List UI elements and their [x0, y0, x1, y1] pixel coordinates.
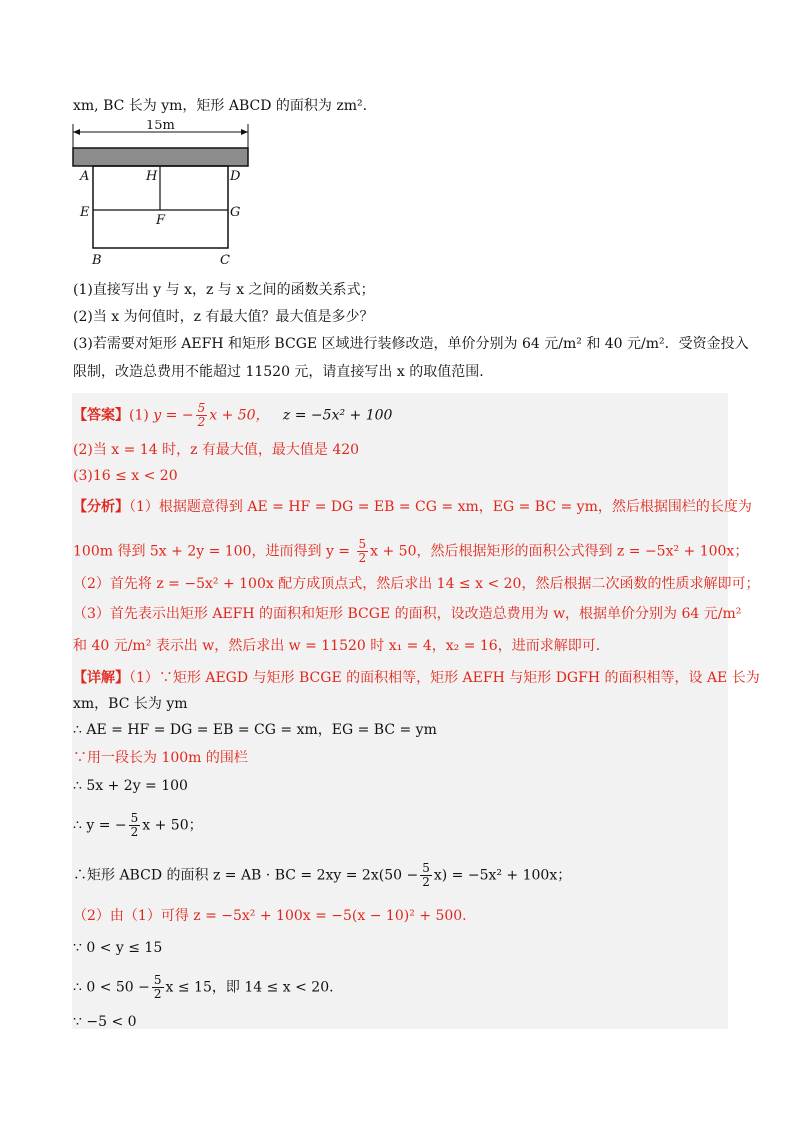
- detail-line-9: ∵ 0 < y ≤ 15: [73, 940, 163, 956]
- answer-line-3: (3)16 ≤ x < 20: [73, 468, 178, 484]
- label-C: C: [220, 253, 230, 268]
- detail-line-1: 【详解】（1）∵矩形 AEGD 与矩形 BCGE 的面积相等，矩形 AEFH 与矩形 DGFH 的面积相等，设 AE 长为: [73, 670, 760, 686]
- label-F: F: [156, 213, 166, 228]
- detail-line-8: （2）由（1）可得 z = −5x² + 100x = −5(x − 10)² + 500.: [73, 908, 467, 924]
- analysis-line-5: 和 40 元/m² 表示出 w，然后求出 w = 11520 时 x₁ = 4，x₂ = 16，进而求解即可.: [73, 638, 601, 654]
- label-D: D: [230, 169, 241, 184]
- label-A: A: [80, 169, 90, 184]
- question-3-line-1: (3)若需要对矩形 AEFH 和矩形 BCGE 区域进行装修改造，单价分别为 64 元/m² 和 40 元/m²．受资金投入: [73, 336, 749, 352]
- analysis-line-3: （2）首先将 z = −5x² + 100x 配方成顶点式，然后求出 14 ≤ x < 20，然后根据二次函数的性质求解即可；: [73, 576, 760, 592]
- analysis-line-1: 【分析】（1）根据题意得到 AE = HF = DG = EB = CG = xm，EG = BC = ym，然后根据围栏的长度为: [73, 499, 752, 515]
- detail-line-6: ∴ y = − $\frac{5}{2}$ x + 50；: [73, 811, 203, 839]
- dimension-arrow-left: [73, 129, 80, 135]
- analysis-tag: 【分析】: [73, 499, 129, 515]
- label-G: G: [230, 205, 241, 220]
- label-B: B: [92, 253, 102, 268]
- question-1: (1)直接写出 y 与 x，z 与 x 之间的函数关系式；: [73, 282, 375, 298]
- detail-line-3: ∴ AE = HF = DG = EB = CG = xm，EG = BC = ym: [73, 722, 437, 738]
- wall-bar: [73, 148, 248, 166]
- dimension-arrow-right: [241, 129, 248, 135]
- detail-line-5: ∴ 5x + 2y = 100: [73, 778, 188, 794]
- rectangle-diagram: [70, 120, 270, 270]
- answer-line-2: (2)当 x = 14 时，z 有最大值，最大值是 420: [73, 442, 360, 458]
- analysis-line-2: 100m 得到 5x + 2y = 100，进而得到 y = $\frac{5}{2}$ x + 50，然后根据矩形的面积公式得到 z = −5x² + 100x；: [73, 537, 749, 565]
- label-E: E: [80, 205, 90, 220]
- detail-line-10: ∴ 0 < 50 − $\frac{5}{2}$ x ≤ 15，即 14 ≤ x < 20.: [73, 973, 334, 1001]
- problem-intro-line: xm, BC 长为 ym，矩形 ABCD 的面积为 zm².: [73, 98, 368, 114]
- detail-line-2: xm，BC 长为 ym: [73, 696, 188, 712]
- detail-line-4: ∵用一段长为 100m 的围栏: [73, 750, 248, 766]
- detail-line-11: ∵ −5 < 0: [73, 1014, 137, 1030]
- width-label: 15m: [146, 120, 175, 133]
- detail-line-7: ∴矩形 ABCD 的面积 z = AB · BC = 2xy = 2x(50 − $\frac{5}{2}$ x) = −5x² + 100x；: [73, 861, 572, 889]
- answer-tag: 【答案】: [73, 407, 129, 424]
- question-3-line-2: 限制，改造总费用不能超过 11520 元，请直接写出 x 的取值范围.: [73, 364, 484, 380]
- analysis-line-4: （3）首先表示出矩形 AEFH 的面积和矩形 BCGE 的面积，设改造总费用为 w，根据单价分别为 64 元/m²: [73, 606, 742, 622]
- question-2: (2)当 x 为何值时，z 有最大值？最大值是多少？: [73, 309, 374, 325]
- label-H: H: [146, 169, 158, 184]
- detail-tag: 【详解】: [73, 670, 129, 686]
- answer-line-1: 【答案】(1) y = − $\frac{5}{2}$ x + 50， z = −5x² + 100: [73, 401, 393, 429]
